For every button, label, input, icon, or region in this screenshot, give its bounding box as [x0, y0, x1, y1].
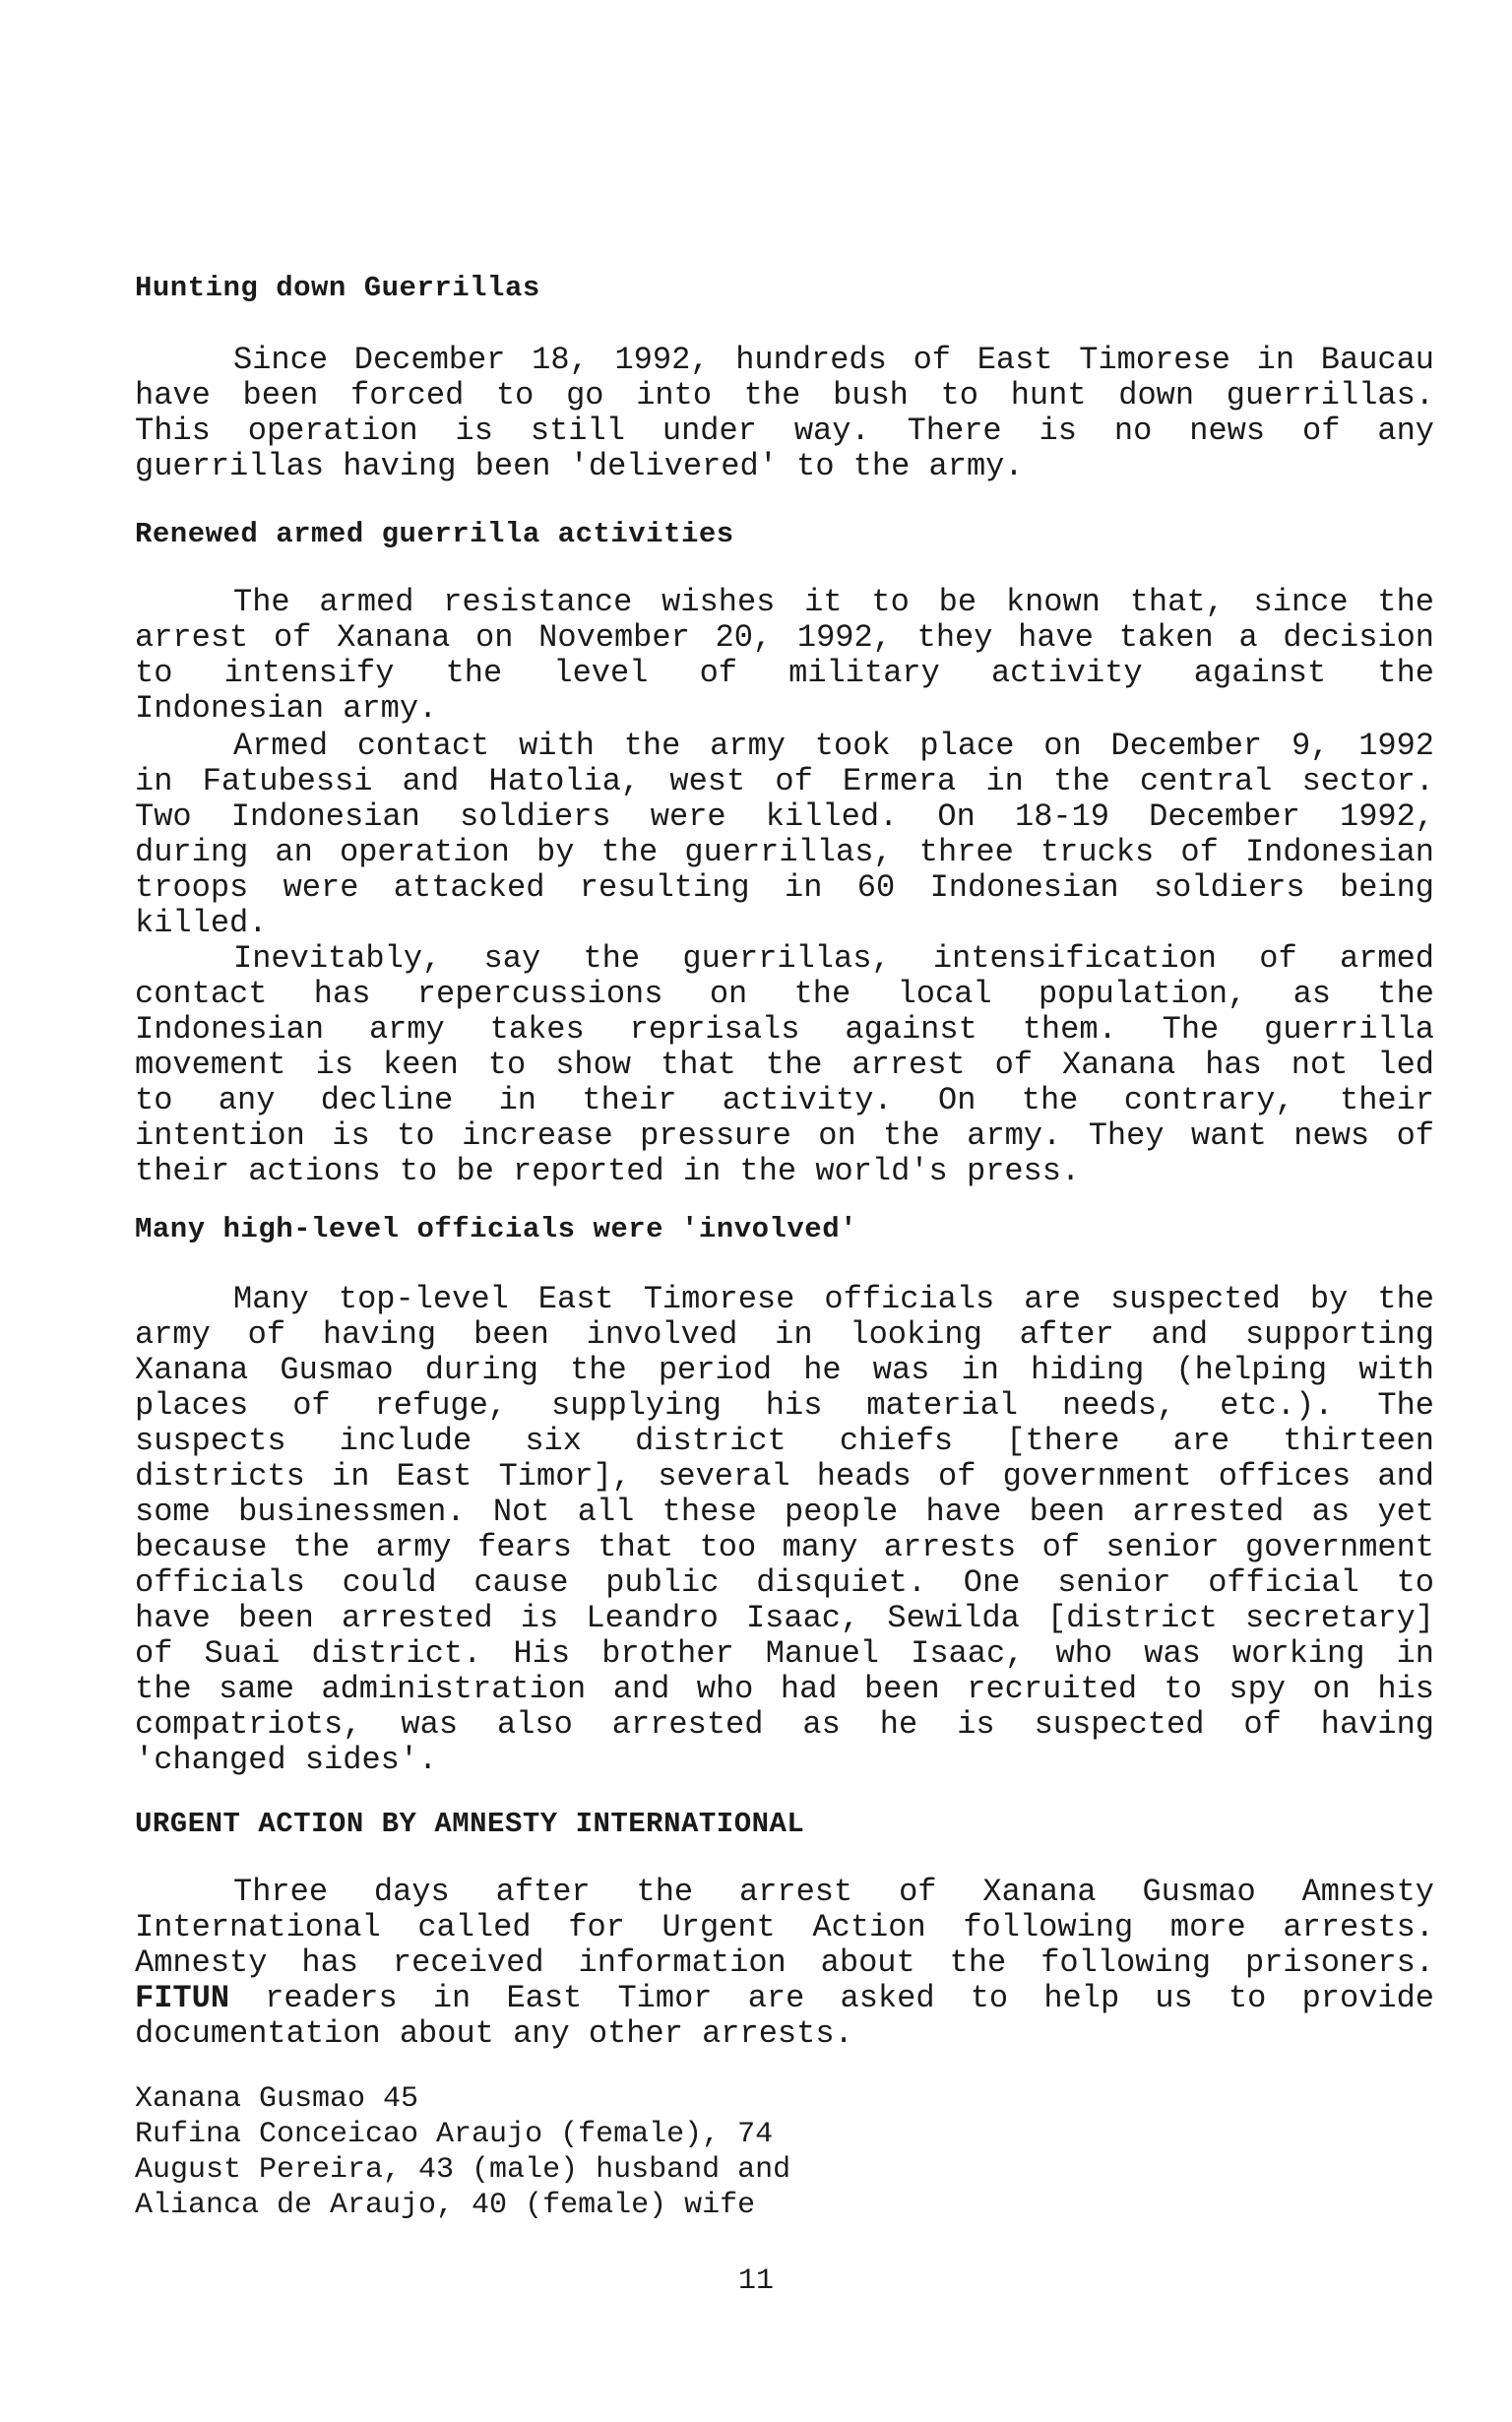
text-line: because the army fears that too many arrests of senior government: [135, 1530, 1434, 1565]
paragraph-officials: [135, 1282, 1434, 1778]
text-line: army of having been involved in looking after and supporting: [135, 1317, 1434, 1353]
text-line: their actions to be reported in the world's press.: [135, 1154, 1081, 1189]
text-line: Inevitably, say the guerrillas, intensification of armed: [233, 941, 1434, 977]
text-line: The armed resistance wishes it to be known that, since the: [233, 585, 1434, 620]
heading-text: URGENT ACTION BY AMNESTY INTERNATIONAL: [135, 1808, 805, 1840]
text-line: the same administration and who had been recruited to spy on his: [135, 1672, 1434, 1707]
text-line: in Fatubessi and Hatolia, west of Ermera in the central sector.: [135, 764, 1434, 799]
text-line: guerrillas having been 'delivered' to the army.: [135, 449, 1024, 484]
text-line: contact has repercussions on the local population, as the: [135, 977, 1434, 1012]
text-line: Since December 18, 1992, hundreds of East Timorese in Baucau: [233, 343, 1434, 378]
text-line: have been forced to go into the bush to hunt down guerrillas.: [135, 378, 1434, 414]
text-line: compatriots, was also arrested as he is suspected of having: [135, 1707, 1434, 1743]
text-line: Amnesty has received information about the following prisoners.: [135, 1945, 1434, 1981]
list-item: Rufina Conceicao Araujo (female), 74: [135, 2118, 774, 2151]
text-line: Indonesian army takes reprisals against them. The guerrilla: [135, 1012, 1434, 1048]
text-line: Many top-level East Timorese officials are suspected by the: [233, 1282, 1434, 1317]
section-heading-officials: Many high-level officials were 'involved': [135, 1213, 858, 1245]
text-line: FITUN readers in East Timor are asked to help us to provide: [135, 1981, 1434, 2016]
text-line: troops were attacked resulting in 60 Indonesian soldiers being: [135, 870, 1434, 906]
text-line: Three days after the arrest of Xanana Gusmao Amnesty: [233, 1875, 1434, 1910]
section-heading-hunting: Hunting down Guerrillas: [135, 272, 540, 304]
text-line: to intensify the level of military activity against the: [135, 656, 1434, 691]
text-line: suspects include six district chiefs [there are thirteen: [135, 1424, 1434, 1459]
text-line: arrest of Xanana on November 20, 1992, they have taken a decision: [135, 620, 1434, 656]
prisoner-list: [135, 2081, 790, 2223]
paragraph-hunting: [135, 343, 1434, 484]
paragraph-amnesty: [135, 1875, 1434, 2052]
text-line: documentation about any other arrests.: [135, 2016, 853, 2052]
paragraph-renewed-1: [135, 585, 1434, 727]
list-item: August Pereira, 43 (male) husband and: [135, 2153, 791, 2187]
text-line: Armed contact with the army took place on December 9, 1992: [233, 729, 1434, 764]
text-line: intention is to increase pressure on the army. They want news of: [135, 1118, 1434, 1154]
text-line: some businessmen. Not all these people have been arrested as yet: [135, 1495, 1434, 1530]
list-item: Alianca de Araujo, 40 (female) wife: [135, 2189, 756, 2222]
text-line: to any decline in their activity. On the contrary, their: [135, 1083, 1434, 1118]
fitun-emphasis: FITUN: [135, 1981, 230, 2016]
page-number: 11: [737, 2264, 774, 2298]
text-line: Indonesian army.: [135, 691, 438, 727]
text-line: movement is keen to show that the arrest of Xanana has not led: [135, 1048, 1434, 1083]
paragraph-renewed-2: [135, 729, 1434, 941]
text-line: of Suai district. His brother Manuel Isaac, who was working in: [135, 1636, 1434, 1672]
text-line: officials could cause public disquiet. One senior official to: [135, 1565, 1434, 1601]
list-item: Xanana Gusmao 45: [135, 2082, 419, 2116]
text-line: International called for Urgent Action following more arrests.: [135, 1910, 1434, 1945]
text-line: Two Indonesian soldiers were killed. On 18-19 December 1992,: [135, 799, 1434, 835]
text-line: Xanana Gusmao during the period he was in hiding (helping with: [135, 1353, 1434, 1388]
section-heading-amnesty: [135, 1808, 804, 1840]
text-line: during an operation by the guerrillas, three trucks of Indonesian: [135, 835, 1434, 870]
text-line: districts in East Timor], several heads of government offices and: [135, 1459, 1434, 1495]
text-line: have been arrested is Leandro Isaac, Sewilda [district secretary]: [135, 1601, 1434, 1636]
text-line: places of refuge, supplying his material needs, etc.). The: [135, 1388, 1434, 1424]
text-line: This operation is still under way. There is no news of any: [135, 414, 1434, 449]
paragraph-renewed-3: [135, 941, 1434, 1189]
text-line: killed.: [135, 906, 268, 941]
text-line: 'changed sides'.: [135, 1743, 438, 1778]
section-heading-renewed: Renewed armed guerrilla activities: [135, 518, 734, 550]
